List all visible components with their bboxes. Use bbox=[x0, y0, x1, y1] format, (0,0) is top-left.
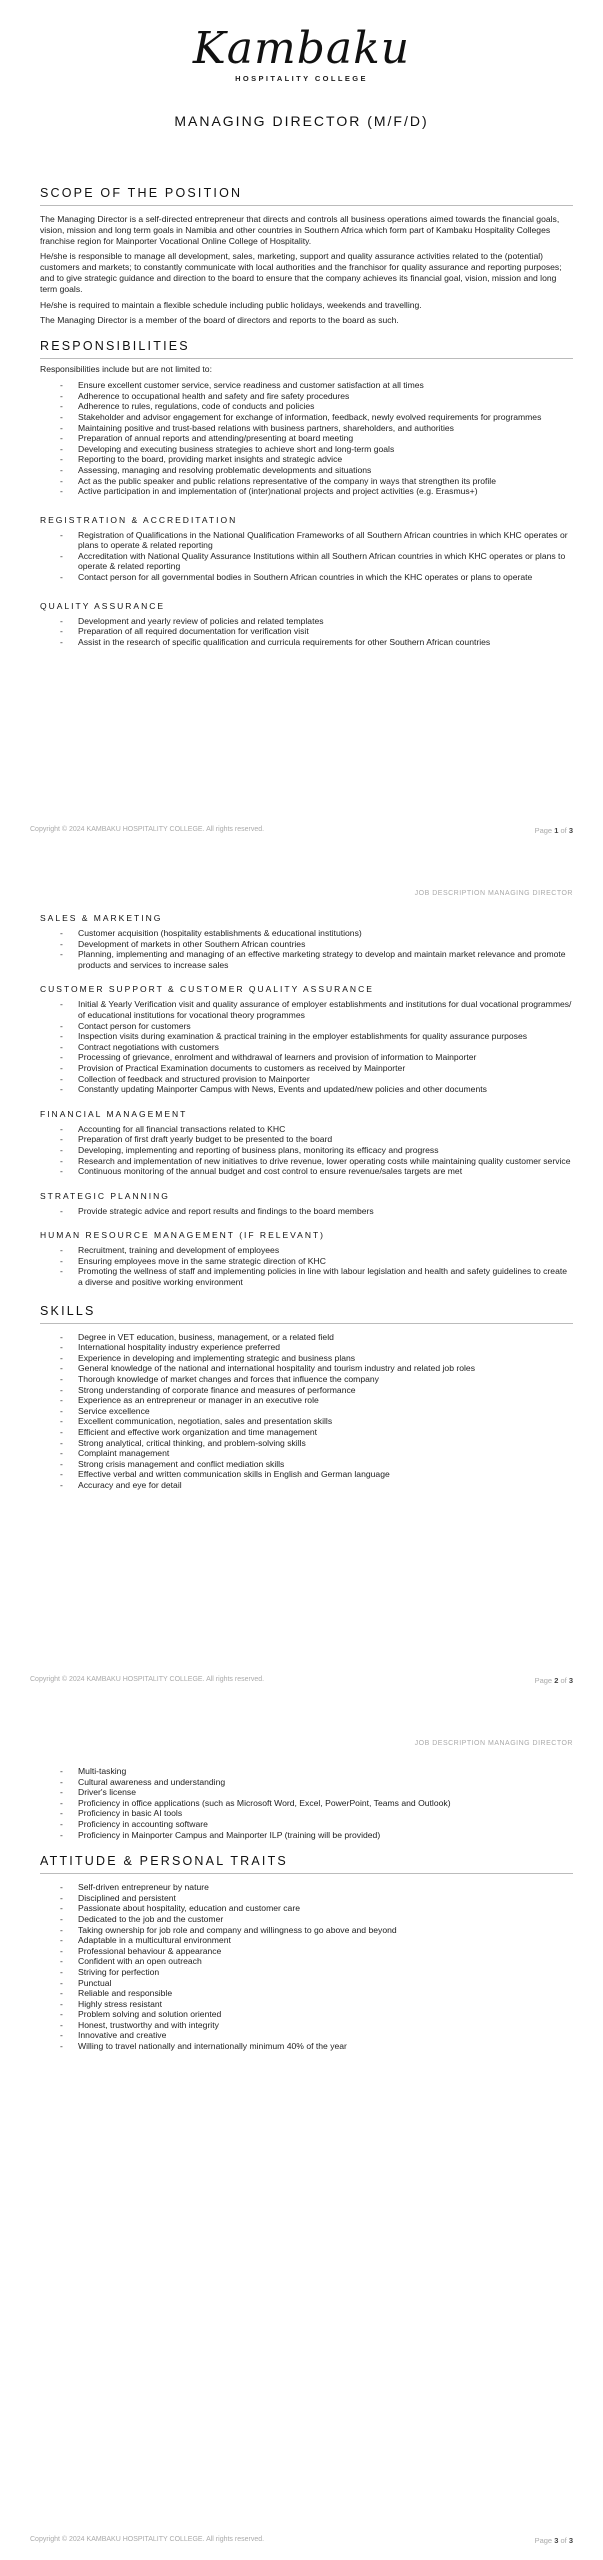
attitude-heading: ATTITUDE & PERSONAL TRAITS bbox=[40, 1854, 573, 1874]
list-item: - Inspection visits during examination & practical training in the employer establishments for quality assurance purposes bbox=[60, 1031, 573, 1042]
list-item: - Proficiency in accounting software bbox=[60, 1819, 573, 1830]
footer-copyright: Copyright © 2024 KAMBAKU HOSPITALITY COLLEGE. All rights reserved. bbox=[30, 1676, 265, 1683]
list-item: - Accuracy and eye for detail bbox=[60, 1480, 573, 1491]
list-item: - Confident with an open outreach bbox=[60, 1956, 573, 1967]
list-item: - Honest, trustworthy and with integrity bbox=[60, 2020, 573, 2031]
list-item: - Strong analytical, critical thinking, and problem-solving skills bbox=[60, 1438, 573, 1449]
registration-heading: REGISTRATION & ACCREDITATION bbox=[40, 514, 238, 525]
list-item: - Accreditation with National Quality Assurance Institutions within all Southern African countries in which KHC operates or plans to operate & related reporting bbox=[60, 551, 573, 572]
list-item: - Processing of grievance, enrolment and withdrawal of learners and provision of information to Mainporter bbox=[60, 1052, 573, 1063]
list-item: - Adaptable in a multicultural environment bbox=[60, 1935, 573, 1946]
list-item: - Ensuring employees move in the same strategic direction of KHC bbox=[60, 1256, 573, 1267]
list-item: - Continuous monitoring of the annual budget and cost control to ensure revenue/sales targets are met bbox=[60, 1166, 573, 1177]
list-item: - Multi-tasking bbox=[60, 1766, 573, 1777]
page-current: 2 bbox=[554, 1676, 559, 1685]
strategic-heading: STRATEGIC PLANNING bbox=[40, 1190, 170, 1201]
scope-heading: SCOPE OF THE POSITION bbox=[40, 186, 573, 206]
list-item: - Initial & Yearly Verification visit and quality assurance of employer establishments and institutions for dual vocational programmes/ of educational institutions for vocational theory programmes bbox=[60, 999, 573, 1020]
responsibilities-intro: Responsibilities include but are not limited to: bbox=[40, 364, 212, 375]
list-item: - Dedicated to the job and the customer bbox=[60, 1914, 573, 1925]
list-item: - Development and yearly review of policies and related templates bbox=[60, 616, 573, 627]
list-item: - Contact person for customers bbox=[60, 1021, 573, 1032]
list-item: - Self-driven entrepreneur by nature bbox=[60, 1882, 573, 1893]
page-number bbox=[535, 826, 573, 835]
list-item: - Provision of Practical Examination documents to customers as received by Mainporter bbox=[60, 1063, 573, 1074]
list-item: - Research and implementation of new initiatives to drive revenue, lower operating costs while maintaining quality customer service bbox=[60, 1156, 573, 1167]
list-item: - Maintaining positive and trust-based relations with business partners, shareholders, and authorities bbox=[60, 423, 573, 434]
list-item: - Ensure excellent customer service, service readiness and customer satisfaction at all times bbox=[60, 380, 573, 391]
quality-list bbox=[40, 616, 573, 648]
page-3 bbox=[0, 1700, 603, 2560]
list-item: - Professional behaviour & appearance bbox=[60, 1946, 573, 1957]
list-item: - Constantly updating Mainporter Campus with News, Events and updated/new policies and other documents bbox=[60, 1084, 573, 1095]
list-item: - Willing to travel nationally and internationally minimum 40% of the year bbox=[60, 2041, 573, 2052]
list-item: - General knowledge of the national and international hospitality and tourism industry and related job roles bbox=[60, 1363, 573, 1374]
financial-list bbox=[40, 1124, 573, 1177]
list-item: - Complaint management bbox=[60, 1448, 573, 1459]
page-word: Page bbox=[534, 826, 553, 835]
list-item: - Preparation of annual reports and attending/presenting at board meeting bbox=[60, 433, 573, 444]
list-item: - Punctual bbox=[60, 1978, 573, 1989]
list-item: - Striving for perfection bbox=[60, 1967, 573, 1978]
attitude-list bbox=[40, 1882, 573, 2052]
running-header: JOB DESCRIPTION MANAGING DIRECTOR bbox=[414, 1740, 573, 1747]
scope-paragraph: The Managing Director is a self-directed entrepreneur that directs and controls all business operations aimed towards the financial goals, vision, mission and long term goals in Namibia and other countries in Southern Africa which form part of Kambaku Hospitality Colleges franchise region for Mainporter Vocational Online College of Hospitality. bbox=[40, 214, 560, 246]
list-item: - Proficiency in office applications (such as Microsoft Word, Excel, PowerPoint, Teams and Outlook) bbox=[60, 1798, 573, 1809]
scope-paragraph: The Managing Director is a member of the board of directors and reports to the board as such. bbox=[40, 315, 399, 326]
list-item: - Stakeholder and advisor engagement for exchange of information, feedback, newly evolved requirements for programmes bbox=[60, 412, 573, 423]
skills-list bbox=[40, 1332, 573, 1491]
list-item: - Recruitment, training and development of employees bbox=[60, 1245, 573, 1256]
list-item: - Promoting the wellness of staff and implementing policies in line with labour legislation and health and safety guidelines to create a diverse and positive working environment bbox=[60, 1266, 573, 1287]
support-list bbox=[40, 999, 573, 1094]
list-item: - Provide strategic advice and report results and findings to the board members bbox=[60, 1206, 573, 1217]
hr-list bbox=[40, 1245, 573, 1287]
sales-list bbox=[40, 928, 573, 970]
list-item: - Customer acquisition (hospitality establishments & educational institutions) bbox=[60, 928, 573, 939]
page-word: Page bbox=[534, 2536, 553, 2545]
page-total: 3 bbox=[568, 1676, 573, 1685]
list-item: - Proficiency in Mainporter Campus and Mainporter ILP (training will be provided) bbox=[60, 1830, 573, 1841]
list-item: - Taking ownership for job role and company and willingness to go above and beyond bbox=[60, 1925, 573, 1936]
list-item: - Highly stress resistant bbox=[60, 1999, 573, 2010]
responsibilities-list bbox=[40, 380, 573, 497]
list-item: - Act as the public speaker and public relations representative of the company in ways that strengthen its profile bbox=[60, 476, 573, 487]
page-3-content bbox=[40, 1766, 573, 2052]
skills-list-continued bbox=[40, 1766, 573, 1840]
responsibilities-heading: RESPONSIBILITIES bbox=[40, 339, 573, 359]
of-word: of bbox=[560, 1676, 567, 1685]
list-item: - Problem solving and solution oriented bbox=[60, 2009, 573, 2020]
registration-list bbox=[40, 530, 573, 583]
list-item: - Innovative and creative bbox=[60, 2030, 573, 2041]
list-item: - Developing and executing business strategies to achieve short and long-term goals bbox=[60, 444, 573, 455]
list-item: - Experience as an entrepreneur or manager in an executive role bbox=[60, 1395, 573, 1406]
list-item: - Strong understanding of corporate finance and measures of performance bbox=[60, 1385, 573, 1396]
list-item: - Effective verbal and written communication skills in English and German language bbox=[60, 1469, 573, 1480]
footer-copyright: Copyright © 2024 KAMBAKU HOSPITALITY COLLEGE. All rights reserved. bbox=[30, 826, 265, 833]
financial-heading: FINANCIAL MANAGEMENT bbox=[40, 1108, 188, 1119]
page-number bbox=[535, 2536, 573, 2545]
page-current: 1 bbox=[554, 826, 559, 835]
list-item: - Preparation of first draft yearly budget to be presented to the board bbox=[60, 1134, 573, 1145]
list-item: - Assessing, managing and resolving problematic developments and situations bbox=[60, 465, 573, 476]
list-item: - Thorough knowledge of market changes and forces that influence the company bbox=[60, 1374, 573, 1385]
skills-heading: SKILLS bbox=[40, 1304, 573, 1324]
of-word: of bbox=[560, 2536, 567, 2545]
running-header: JOB DESCRIPTION MANAGING DIRECTOR bbox=[414, 890, 573, 897]
list-item: - Registration of Qualifications in the National Qualification Frameworks of all Southern African countries in which KHC operates or plans to operate & related reporting bbox=[60, 530, 573, 551]
list-item: - Proficiency in basic AI tools bbox=[60, 1808, 573, 1819]
page-number bbox=[535, 1676, 573, 1685]
page-current: 3 bbox=[554, 2536, 559, 2545]
footer-copyright: Copyright © 2024 KAMBAKU HOSPITALITY COLLEGE. All rights reserved. bbox=[30, 2536, 265, 2543]
list-item: - Excellent communication, negotiation, sales and presentation skills bbox=[60, 1416, 573, 1427]
list-item: - Active participation in and implementation of (inter)national projects and project activities (e.g. Erasmus+) bbox=[60, 486, 573, 497]
list-item: - Contact person for all governmental bodies in Southern African countries in which the KHC operates or plans to operate bbox=[60, 572, 573, 583]
hr-heading: HUMAN RESOURCE MANAGEMENT (IF RELEVANT) bbox=[40, 1230, 326, 1241]
list-item: - Reliable and responsible bbox=[60, 1988, 573, 1999]
document-title: MANAGING DIRECTOR (M/F/D) bbox=[174, 113, 429, 129]
list-item: - Cultural awareness and understanding bbox=[60, 1777, 573, 1788]
page-1-content bbox=[40, 186, 573, 647]
of-word: of bbox=[560, 826, 567, 835]
list-item: - Reporting to the board, providing market insights and strategic advice bbox=[60, 454, 573, 465]
list-item: - Preparation of all required documentation for verification visit bbox=[60, 626, 573, 637]
list-item: - Efficient and effective work organization and time management bbox=[60, 1427, 573, 1438]
scope-paragraph: He/she is required to maintain a flexible schedule including public holidays, weekends and travelling. bbox=[40, 299, 422, 310]
list-item: - Contract negotiations with customers bbox=[60, 1042, 573, 1053]
page-2-content bbox=[40, 913, 573, 1491]
list-item: - Adherence to rules, regulations, code of conducts and policies bbox=[60, 401, 573, 412]
list-item: - Developing, implementing and reporting of business plans, monitoring its efficacy and progress bbox=[60, 1145, 573, 1156]
list-item: - Development of markets in other Southern African countries bbox=[60, 939, 573, 950]
list-item: - Degree in VET education, business, management, or a related field bbox=[60, 1332, 573, 1343]
page-1 bbox=[0, 0, 603, 850]
logo-wordmark: Kambaku bbox=[192, 23, 411, 74]
support-heading: CUSTOMER SUPPORT & CUSTOMER QUALITY ASSURANCE bbox=[40, 984, 374, 995]
list-item: - Accounting for all financial transactions related to KHC bbox=[60, 1124, 573, 1135]
list-item: - Collection of feedback and structured provision to Mainporter bbox=[60, 1074, 573, 1085]
list-item: - Planning, implementing and managing of an effective marketing strategy to develop and maintain market relevance and promote products and services to increase sales bbox=[60, 949, 573, 970]
list-item: - Service excellence bbox=[60, 1406, 573, 1417]
list-item: - Strong crisis management and conflict mediation skills bbox=[60, 1459, 573, 1470]
scope-paragraph: He/she is responsible to manage all development, sales, marketing, support and quality assurance activities related to the (potential) customers and markets; to constantly communicate with local authorities and the franchisor for quality assurance and reporting purposes; and to give strategic guidance and direction to the board to ensure that the company achieves its financial goal, vision, mission and long term goals. bbox=[40, 251, 562, 294]
list-item: - Assist in the research of specific qualification and curricula requirements for other Southern African countries bbox=[60, 637, 573, 648]
sales-heading: SALES & MARKETING bbox=[40, 913, 163, 923]
list-item: - Passionate about hospitality, education and customer care bbox=[60, 1903, 573, 1914]
page-word: Page bbox=[534, 1676, 553, 1685]
quality-heading: QUALITY ASSURANCE bbox=[40, 600, 166, 611]
list-item: - Experience in developing and implementing strategic and business plans bbox=[60, 1353, 573, 1364]
page-total: 3 bbox=[568, 826, 573, 835]
list-item: - International hospitality industry experience preferred bbox=[60, 1342, 573, 1353]
logo bbox=[0, 0, 603, 83]
list-item: - Driver's license bbox=[60, 1787, 573, 1798]
logo-subtitle: HOSPITALITY COLLEGE bbox=[235, 74, 368, 83]
strategic-list bbox=[40, 1206, 573, 1217]
page-2 bbox=[0, 850, 603, 1700]
list-item: - Disciplined and persistent bbox=[60, 1893, 573, 1904]
page-total: 3 bbox=[568, 2536, 573, 2545]
list-item: - Adherence to occupational health and safety and fire safety procedures bbox=[60, 391, 573, 402]
